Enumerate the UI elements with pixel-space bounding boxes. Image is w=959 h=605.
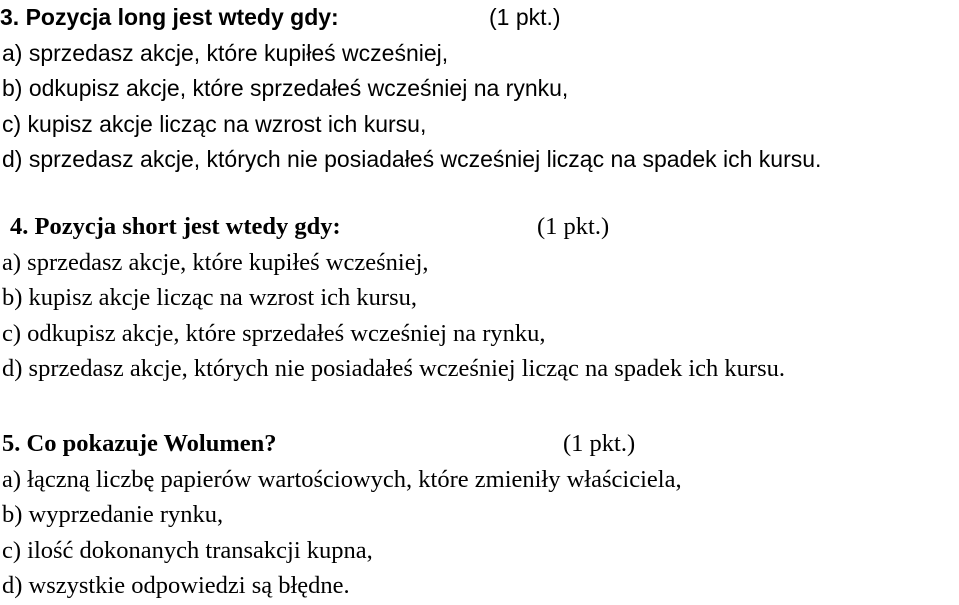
answer-option-a: a) sprzedasz akcje, które kupiłeś wcześniej,	[2, 39, 449, 66]
question-points: (1 pkt.)	[563, 430, 636, 457]
answer-option-d: d) wszystkie odpowiedzi są błędne.	[2, 572, 350, 599]
answer-option-b: b) kupisz akcje licząc na wzrost ich kursu,	[2, 284, 417, 311]
question-header	[0, 0, 959, 36]
question-4	[0, 209, 959, 387]
answer-option-c: c) kupisz akcje licząc na wzrost ich kursu,	[2, 110, 427, 137]
question-points: (1 pkt.)	[537, 213, 610, 240]
answer-option-d: d) sprzedasz akcje, których nie posiadałeś wcześniej licząc na spadek ich kursu.	[2, 355, 785, 382]
answer-option-c: c) ilość dokonanych transakcji kupna,	[2, 536, 373, 564]
question-points: (1 pkt.)	[489, 4, 561, 30]
answer-option-d: d) sprzedasz akcje, których nie posiadałeś wcześniej licząc na spadek ich kursu.	[2, 146, 822, 172]
question-5	[0, 426, 959, 604]
question-header	[0, 426, 959, 462]
answer-option-c: c) odkupisz akcje, które sprzedałeś wcześniej na rynku,	[2, 319, 546, 347]
question-header	[0, 209, 959, 245]
question-title: 5. Co pokazuje Wolumen?	[2, 430, 277, 457]
answer-option-a: a) sprzedasz akcje, które kupiłeś wcześniej,	[2, 248, 429, 276]
answer-option-b: b) odkupisz akcje, które sprzedałeś wcześniej na rynku,	[2, 75, 569, 101]
question-3	[0, 0, 959, 178]
question-title: 4. Pozycja short jest wtedy gdy:	[10, 213, 341, 240]
answer-option-a: a) łączną liczbę papierów wartościowych, które zmieniły właściciela,	[2, 465, 682, 493]
answer-option-b: b) wyprzedanie rynku,	[2, 501, 224, 528]
question-title: 3. Pozycja long jest wtedy gdy:	[0, 4, 339, 30]
